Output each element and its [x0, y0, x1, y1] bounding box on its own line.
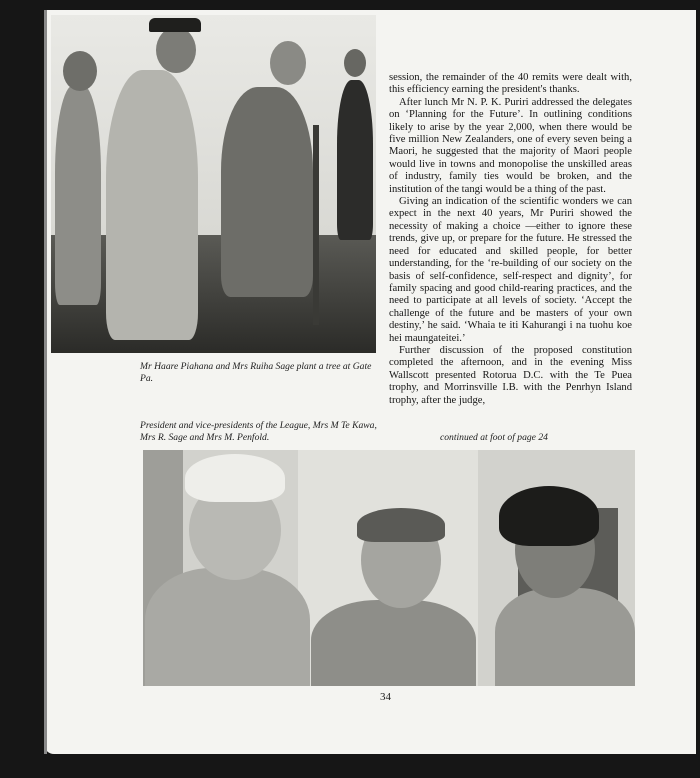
article-paragraph: session, the remainder of the 40 remits were dealt with, this efficiency earning the president's thanks. [389, 72, 632, 96]
tree-planting-caption: Mr Haare Piahana and Mrs Ruiha Sage plant a tree at Gate Pa. [140, 361, 372, 384]
league-presidents-photo [143, 450, 635, 686]
page-number: 34 [380, 691, 391, 703]
presidents-caption: President and vice-presidents of the League, Mrs M Te Kawa, Mrs R. Sage and Mrs M. Penfold. [140, 420, 377, 443]
page-edge [44, 10, 47, 754]
article-paragraph: Giving an indication of the scientific wonders we can expect in the next 40 years, Mr Puriri showed the necessity of making a choice —either to ignore these trends, give up, or prepare for the future. He stressed the need for educated and skilled people, for better understanding, for the ‘re-building of our society on the basis of self-confidence, self-respect and dignity’, for family spacing and good child-rearing practices, and the need to participate at all levels of society. ‘Accept the challenge of the future and be masters of your own destiny,’ he said. ‘Whaia te iti Kahurangi i na tuohu koe hei maungateitei.’ [389, 196, 632, 344]
article-text [389, 72, 632, 407]
article-paragraph: Further discussion of the proposed constitution completed the afternoon, and in the evening Miss Wallscott presented Rotorua D.C. with the Te Puea trophy, and Morrinsville I.B. with the Penrhyn Island trophy, after the judge, [389, 344, 632, 406]
article-paragraph: After lunch Mr N. P. K. Puriri addressed the delegates on ‘Planning for the Future’. In outlining conditions likely to arise by the year 2,000, when there would be five million New Zealanders, one of every seven being a Maori, he suggested that the majority of Maori people would live in towns and monopolise the unskilled areas of industry, family ties would be broken, and the institution of the tangi would be a thing of the past. [389, 96, 632, 195]
continued-note: continued at foot of page 24 [440, 432, 548, 443]
tree-planting-photo [51, 15, 376, 353]
